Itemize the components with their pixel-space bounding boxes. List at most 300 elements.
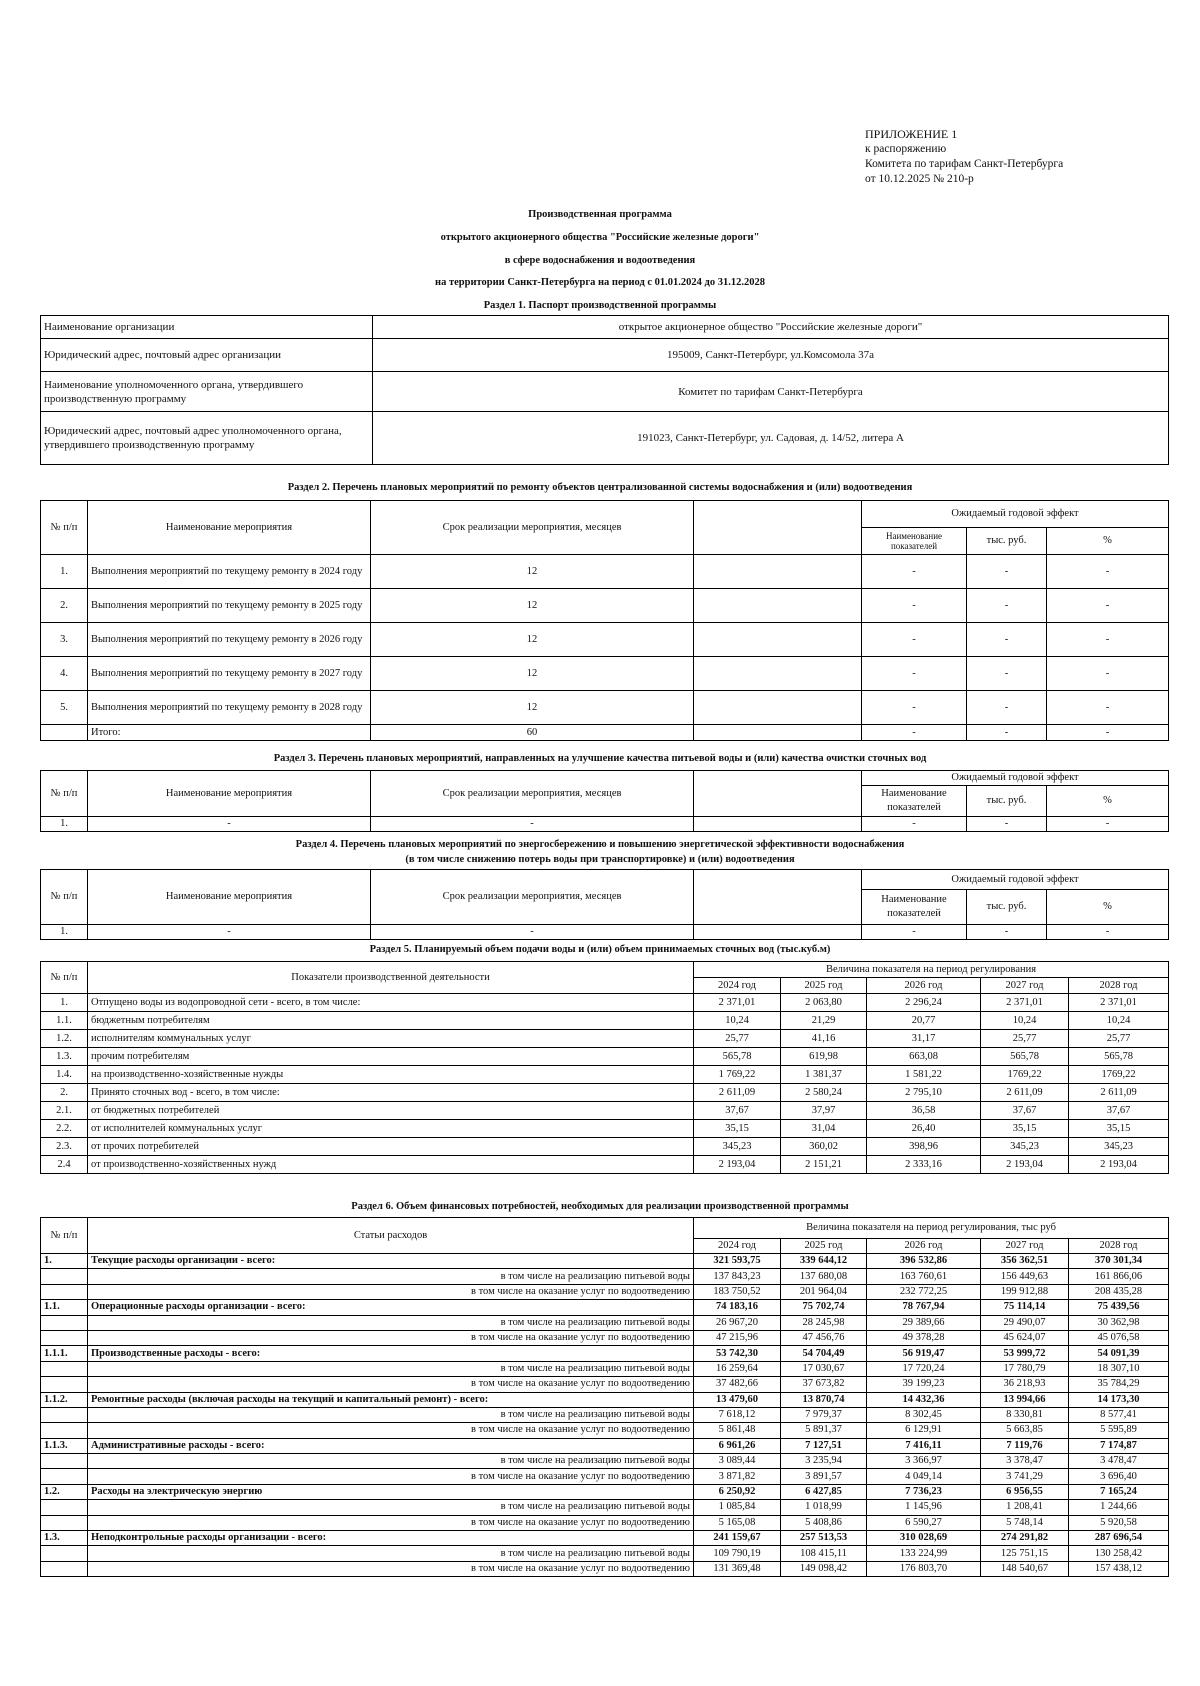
row-num: 1.2. <box>41 1030 88 1048</box>
doc-title-line: в сфере водоснабжения и водоотведения <box>504 255 696 266</box>
row-value: 125 751,15 <box>981 1546 1069 1561</box>
row-rub: - <box>967 555 1047 589</box>
row-value: 53 742,30 <box>694 1346 781 1361</box>
table-row <box>41 1469 1169 1484</box>
row-value: 6 956,55 <box>981 1484 1069 1499</box>
row-value: 10,24 <box>981 1012 1069 1030</box>
row-value: 3 378,47 <box>981 1454 1069 1469</box>
empty-cell <box>694 691 862 725</box>
row-value: 7 127,51 <box>781 1438 867 1453</box>
row-value: 6 961,26 <box>694 1438 781 1453</box>
row-name: в том числе на оказание услуг по водоотведению <box>88 1515 694 1530</box>
row-value: 17 030,67 <box>781 1361 867 1376</box>
row-name: бюджетным потребителям <box>88 1012 694 1030</box>
row-value: 137 843,23 <box>694 1269 781 1284</box>
row-name: Административные расходы - всего: <box>88 1438 694 1453</box>
row-value: 35,15 <box>981 1120 1069 1138</box>
passport-row <box>41 372 1169 412</box>
row-num <box>41 1561 88 1576</box>
row-value: 26 967,20 <box>694 1315 781 1330</box>
row-value: 5 891,37 <box>781 1423 867 1438</box>
table-row <box>41 1454 1169 1469</box>
year-header: 2025 год <box>781 978 867 994</box>
row-num <box>41 1454 88 1469</box>
row-value: 232 772,25 <box>867 1284 981 1299</box>
row-num: 1. <box>41 925 88 940</box>
row-value: 25,77 <box>1069 1030 1169 1048</box>
col-rub-header: тыс. руб. <box>967 528 1047 555</box>
year-header: 2028 год <box>1069 978 1169 994</box>
row-name: в том числе на реализацию питьевой воды <box>88 1315 694 1330</box>
row-value: 157 438,12 <box>1069 1561 1169 1576</box>
row-name: Производственные расходы - всего: <box>88 1346 694 1361</box>
row-value: 2 371,01 <box>1069 994 1169 1012</box>
row-value: 35,15 <box>694 1120 781 1138</box>
row-num: 1.1.2. <box>41 1392 88 1407</box>
empty-cell <box>41 725 88 741</box>
table-row <box>41 1392 1169 1407</box>
finance-table-body <box>41 1254 1169 1577</box>
row-value: 4 049,14 <box>867 1469 981 1484</box>
year-header: 2026 год <box>867 978 981 994</box>
row-name: в том числе на оказание услуг по водоотведению <box>88 1330 694 1345</box>
row-value: 3 696,40 <box>1069 1469 1169 1484</box>
row-value: 3 891,57 <box>781 1469 867 1484</box>
row-value: 47 215,96 <box>694 1330 781 1345</box>
row-value: 7 174,87 <box>1069 1438 1169 1453</box>
col-pct-header: % <box>1047 528 1169 555</box>
appendix-line: к распоряжению <box>865 143 947 155</box>
total-indicator: - <box>862 725 967 741</box>
row-term: 12 <box>371 623 694 657</box>
col-pct-header: % <box>1047 786 1169 817</box>
row-value: 183 750,52 <box>694 1284 781 1299</box>
table-row <box>41 1254 1169 1269</box>
table-row <box>41 1546 1169 1561</box>
row-value: 18 307,10 <box>1069 1361 1169 1376</box>
table-row <box>41 1484 1169 1499</box>
col-term-header: Срок реализации мероприятия, месяцев <box>371 870 694 925</box>
row-value: 131 369,48 <box>694 1561 781 1576</box>
year-header: 2025 год <box>781 1239 867 1254</box>
table-row <box>41 1531 1169 1546</box>
row-num: 1.4. <box>41 1066 88 1084</box>
table-row <box>41 1284 1169 1299</box>
passport-value: открытое акционерное общество "Российские железные дороги" <box>373 316 1169 339</box>
row-value: 8 577,41 <box>1069 1407 1169 1422</box>
row-value: 8 302,45 <box>867 1407 981 1422</box>
row-name: от прочих потребителей <box>88 1138 694 1156</box>
row-name: Ремонтные расходы (включая расходы на текущий и капитальный ремонт) - всего: <box>88 1392 694 1407</box>
row-value: 5 408,86 <box>781 1515 867 1530</box>
table-row <box>41 1500 1169 1515</box>
table-row <box>41 1346 1169 1361</box>
passport-label: Наименование уполномоченного органа, утвердившего производственную программу <box>41 372 373 412</box>
empty-cell <box>694 589 862 623</box>
row-value: 339 644,12 <box>781 1254 867 1269</box>
row-value: 30 362,98 <box>1069 1315 1169 1330</box>
row-value: 398,96 <box>867 1138 981 1156</box>
passport-label: Юридический адрес, почтовый адрес уполномоченного органа, утвердившего производственную программу <box>41 412 373 465</box>
empty-cell <box>694 623 862 657</box>
row-value: 5 663,85 <box>981 1423 1069 1438</box>
row-value: 1769,22 <box>981 1066 1069 1084</box>
row-num <box>41 1423 88 1438</box>
row-value: 163 760,61 <box>867 1269 981 1284</box>
row-value: 75 114,14 <box>981 1300 1069 1315</box>
row-value: 2 151,21 <box>781 1156 867 1174</box>
row-num: 1. <box>41 555 88 589</box>
row-value: 14 432,36 <box>867 1392 981 1407</box>
doc-title: Производственная программа <box>528 209 672 220</box>
row-value: 37,67 <box>694 1102 781 1120</box>
row-name: Выполнения мероприятий по текущему ремонту в 2028 году <box>88 691 371 725</box>
row-value: 75 702,74 <box>781 1300 867 1315</box>
row-num: 5. <box>41 691 88 725</box>
row-value: 1 145,96 <box>867 1500 981 1515</box>
row-value: 14 173,30 <box>1069 1392 1169 1407</box>
col-name-header: Показатели производственной деятельности <box>88 962 694 994</box>
row-value: 10,24 <box>694 1012 781 1030</box>
row-value: 78 767,94 <box>867 1300 981 1315</box>
row-rub: - <box>967 589 1047 623</box>
row-num: 2.3. <box>41 1138 88 1156</box>
section2-title: Раздел 2. Перечень плановых мероприятий по ремонту объектов централизованной системы водоснабжения и (или) водоотведения <box>287 482 913 493</box>
header-row <box>41 870 1169 890</box>
col-pct-header: % <box>1047 890 1169 925</box>
empty-cell <box>694 555 862 589</box>
total-pct: - <box>1047 725 1169 741</box>
appendix-line: Комитета по тарифам Санкт-Петербурга <box>865 158 1064 170</box>
row-value: 31,17 <box>867 1030 981 1048</box>
row-value: 7 979,37 <box>781 1407 867 1422</box>
row-value: 28 245,98 <box>781 1315 867 1330</box>
col-num-header: № п/п <box>41 501 88 555</box>
row-value: 8 330,81 <box>981 1407 1069 1422</box>
row-value: 16 259,64 <box>694 1361 781 1376</box>
passport-table <box>40 315 1169 465</box>
row-value: 287 696,54 <box>1069 1531 1169 1546</box>
row-value: 321 593,75 <box>694 1254 781 1269</box>
row-value: 5 920,58 <box>1069 1515 1169 1530</box>
row-value: 396 532,86 <box>867 1254 981 1269</box>
row-value: 2 611,09 <box>694 1084 781 1102</box>
passport-row <box>41 339 1169 372</box>
row-value: 2 795,10 <box>867 1084 981 1102</box>
total-row <box>41 725 1169 741</box>
year-header: 2026 год <box>867 1239 981 1254</box>
passport-label: Наименование организации <box>41 316 373 339</box>
row-value: 41,16 <box>781 1030 867 1048</box>
empty-cell <box>694 725 862 741</box>
table-row <box>41 1407 1169 1422</box>
row-value: 565,78 <box>981 1048 1069 1066</box>
row-value: 2 580,24 <box>781 1084 867 1102</box>
row-pct: - <box>1047 623 1169 657</box>
row-value: 56 919,47 <box>867 1346 981 1361</box>
year-header: 2028 год <box>1069 1239 1169 1254</box>
row-name: от производственно-хозяйственных нужд <box>88 1156 694 1174</box>
passport-value: 195009, Санкт-Петербург, ул.Комсомола 37а <box>373 339 1169 372</box>
row-value: 36 218,93 <box>981 1377 1069 1392</box>
row-value: 133 224,99 <box>867 1546 981 1561</box>
row-pct: - <box>1047 925 1169 940</box>
table-row <box>41 1361 1169 1376</box>
row-name: прочим потребителям <box>88 1048 694 1066</box>
row-value: 35 784,29 <box>1069 1377 1169 1392</box>
row-value: 345,23 <box>981 1138 1069 1156</box>
row-num <box>41 1407 88 1422</box>
row-indicator: - <box>862 691 967 725</box>
row-value: 345,23 <box>1069 1138 1169 1156</box>
table-row <box>41 623 1169 657</box>
row-value: 25,77 <box>694 1030 781 1048</box>
row-value: 37 673,82 <box>781 1377 867 1392</box>
total-label: Итого: <box>88 725 371 741</box>
row-name: - <box>88 817 371 832</box>
row-value: 3 235,94 <box>781 1454 867 1469</box>
row-value: 1 581,22 <box>867 1066 981 1084</box>
passport-label: Юридический адрес, почтовый адрес организации <box>41 339 373 372</box>
appendix-block <box>865 127 1063 187</box>
header-row <box>41 771 1169 786</box>
row-name: исполнителям коммунальных услуг <box>88 1030 694 1048</box>
row-value: 149 098,42 <box>781 1561 867 1576</box>
row-indicator: - <box>862 817 967 832</box>
energy-measures-table <box>40 869 1169 940</box>
section1-title: Раздел 1. Паспорт производственной программы <box>483 300 717 311</box>
row-name: Выполнения мероприятий по текущему ремонту в 2027 году <box>88 657 371 691</box>
row-value: 7 736,23 <box>867 1484 981 1499</box>
col-rub-header: тыс. руб. <box>967 890 1047 925</box>
row-value: 130 258,42 <box>1069 1546 1169 1561</box>
row-value: 208 435,28 <box>1069 1284 1169 1299</box>
row-value: 1769,22 <box>1069 1066 1169 1084</box>
year-header: 2024 год <box>694 978 781 994</box>
row-value: 257 513,53 <box>781 1531 867 1546</box>
row-name: - <box>88 925 371 940</box>
row-indicator: - <box>862 589 967 623</box>
table-row <box>41 1084 1169 1102</box>
row-num: 1.3. <box>41 1048 88 1066</box>
passport-value: 191023, Санкт-Петербург, ул. Садовая, д. 14/52, литера А <box>373 412 1169 465</box>
table-row <box>41 691 1169 725</box>
table-row <box>41 1066 1169 1084</box>
row-name: в том числе на реализацию питьевой воды <box>88 1407 694 1422</box>
row-value: 74 183,16 <box>694 1300 781 1315</box>
table-row <box>41 1330 1169 1345</box>
row-value: 13 870,74 <box>781 1392 867 1407</box>
row-value: 3 089,44 <box>694 1454 781 1469</box>
row-value: 26,40 <box>867 1120 981 1138</box>
header-row <box>41 962 1169 978</box>
row-value: 3 478,47 <box>1069 1454 1169 1469</box>
row-value: 37 482,66 <box>694 1377 781 1392</box>
table-row <box>41 1300 1169 1315</box>
row-value: 21,29 <box>781 1012 867 1030</box>
row-num <box>41 1546 88 1561</box>
row-name: в том числе на реализацию питьевой воды <box>88 1361 694 1376</box>
appendix-line: ПРИЛОЖЕНИЕ 1 <box>865 127 958 141</box>
row-name: Расходы на электрическую энергию <box>88 1484 694 1499</box>
row-value: 6 250,92 <box>694 1484 781 1499</box>
row-value: 5 595,89 <box>1069 1423 1169 1438</box>
table-row <box>41 1030 1169 1048</box>
row-num: 2.1. <box>41 1102 88 1120</box>
row-value: 10,24 <box>1069 1012 1169 1030</box>
row-term: - <box>371 925 694 940</box>
row-term: 12 <box>371 589 694 623</box>
row-value: 5 748,14 <box>981 1515 1069 1530</box>
volume-table-body <box>41 994 1169 1174</box>
row-num: 1.1.3. <box>41 1438 88 1453</box>
row-value: 356 362,51 <box>981 1254 1069 1269</box>
empty-cell <box>694 925 862 940</box>
row-num: 1. <box>41 817 88 832</box>
year-header: 2024 год <box>694 1239 781 1254</box>
row-value: 2 371,01 <box>694 994 781 1012</box>
header-row <box>41 1218 1169 1239</box>
row-pct: - <box>1047 589 1169 623</box>
row-num: 1. <box>41 1254 88 1269</box>
col-rub-header: тыс. руб. <box>967 786 1047 817</box>
table-row <box>41 1120 1169 1138</box>
col-indicator-header: Наименование показателей <box>862 786 967 817</box>
row-num: 1.1.1. <box>41 1346 88 1361</box>
quality-measures-table <box>40 770 1169 832</box>
col-name-header: Наименование мероприятия <box>88 501 371 555</box>
row-value: 7 119,76 <box>981 1438 1069 1453</box>
row-num <box>41 1269 88 1284</box>
row-value: 53 999,72 <box>981 1346 1069 1361</box>
row-value: 1 085,84 <box>694 1500 781 1515</box>
row-value: 7 165,24 <box>1069 1484 1169 1499</box>
row-num: 2. <box>41 1084 88 1102</box>
row-value: 37,67 <box>981 1102 1069 1120</box>
row-rub: - <box>967 691 1047 725</box>
row-name: Выполнения мероприятий по текущему ремонту в 2025 году <box>88 589 371 623</box>
row-value: 2 611,09 <box>1069 1084 1169 1102</box>
col-indicator-header: Наименование показателей <box>862 528 967 555</box>
col-period-header: Величина показателя на период регулирования <box>694 962 1169 978</box>
row-value: 2 333,16 <box>867 1156 981 1174</box>
row-num: 2. <box>41 589 88 623</box>
row-indicator: - <box>862 555 967 589</box>
empty-cell <box>694 817 862 832</box>
header-row <box>41 501 1169 528</box>
col-term-header: Срок реализации мероприятия, месяцев <box>371 771 694 817</box>
col-effect-header: Ожидаемый годовой эффект <box>862 501 1169 528</box>
row-value: 29 490,07 <box>981 1315 1069 1330</box>
row-term: - <box>371 817 694 832</box>
passport-row <box>41 316 1169 339</box>
volume-table <box>40 961 1169 1174</box>
table-row <box>41 1102 1169 1120</box>
table-row <box>41 1269 1169 1284</box>
row-name: Текущие расходы организации - всего: <box>88 1254 694 1269</box>
total-rub: - <box>967 725 1047 741</box>
row-num: 1.2. <box>41 1484 88 1499</box>
row-value: 310 028,69 <box>867 1531 981 1546</box>
row-value: 2 193,04 <box>1069 1156 1169 1174</box>
row-num: 1.1. <box>41 1012 88 1030</box>
row-value: 137 680,08 <box>781 1269 867 1284</box>
row-num <box>41 1315 88 1330</box>
table-row <box>41 1561 1169 1576</box>
row-value: 5 861,48 <box>694 1423 781 1438</box>
row-value: 2 371,01 <box>981 994 1069 1012</box>
table-row <box>41 1423 1169 1438</box>
row-value: 36,58 <box>867 1102 981 1120</box>
empty-cell <box>694 870 862 925</box>
row-value: 1 244,66 <box>1069 1500 1169 1515</box>
row-value: 37,67 <box>1069 1102 1169 1120</box>
row-value: 17 780,79 <box>981 1361 1069 1376</box>
row-name: Выполнения мероприятий по текущему ремонту в 2024 году <box>88 555 371 589</box>
row-value: 5 165,08 <box>694 1515 781 1530</box>
row-pct: - <box>1047 817 1169 832</box>
row-name: на производственно-хозяйственные нужды <box>88 1066 694 1084</box>
row-value: 45 624,07 <box>981 1330 1069 1345</box>
row-value: 3 871,82 <box>694 1469 781 1484</box>
table-row <box>41 1156 1169 1174</box>
col-indicator-header: Наименование показателей <box>862 890 967 925</box>
row-term: 12 <box>371 555 694 589</box>
row-name: в том числе на оказание услуг по водоотведению <box>88 1284 694 1299</box>
row-num <box>41 1330 88 1345</box>
row-value: 17 720,24 <box>867 1361 981 1376</box>
section3-title: Раздел 3. Перечень плановых мероприятий, направленных на улучшение качества питьевой воды и (или) качества очистки сточных вод <box>273 753 927 764</box>
row-name: Операционные расходы организации - всего: <box>88 1300 694 1315</box>
row-name: в том числе на реализацию питьевой воды <box>88 1546 694 1561</box>
row-pct: - <box>1047 691 1169 725</box>
table-row <box>41 1315 1169 1330</box>
row-value: 75 439,56 <box>1069 1300 1169 1315</box>
row-value: 37,97 <box>781 1102 867 1120</box>
col-period-header: Величина показателя на период регулирования, тыс руб <box>694 1218 1169 1239</box>
table-row <box>41 1377 1169 1392</box>
row-num <box>41 1361 88 1376</box>
row-num: 1. <box>41 994 88 1012</box>
row-num <box>41 1284 88 1299</box>
row-value: 20,77 <box>867 1012 981 1030</box>
col-num-header: № п/п <box>41 1218 88 1254</box>
finance-table <box>40 1217 1169 1577</box>
row-value: 1 381,37 <box>781 1066 867 1084</box>
row-rub: - <box>967 817 1047 832</box>
row-value: 108 415,11 <box>781 1546 867 1561</box>
row-value: 49 378,28 <box>867 1330 981 1345</box>
row-value: 6 129,91 <box>867 1423 981 1438</box>
passport-value: Комитет по тарифам Санкт-Петербурга <box>373 372 1169 412</box>
table-row <box>41 1138 1169 1156</box>
row-rub: - <box>967 657 1047 691</box>
doc-title-line: на территории Санкт-Петербурга на период с 01.01.2024 до 31.12.2028 <box>435 277 765 288</box>
section4-title: Раздел 4. Перечень плановых мероприятий по энергосбережению и повышению энергетической эффективности водоснабжения <box>295 839 905 850</box>
row-value: 2 296,24 <box>867 994 981 1012</box>
row-value: 29 389,66 <box>867 1315 981 1330</box>
row-pct: - <box>1047 657 1169 691</box>
row-name: Неподконтрольные расходы организации - всего: <box>88 1531 694 1546</box>
row-term: 12 <box>371 691 694 725</box>
row-value: 565,78 <box>694 1048 781 1066</box>
row-value: 6 427,85 <box>781 1484 867 1499</box>
empty-cell <box>694 657 862 691</box>
row-value: 45 076,58 <box>1069 1330 1169 1345</box>
row-name: в том числе на реализацию питьевой воды <box>88 1454 694 1469</box>
row-value: 35,15 <box>1069 1120 1169 1138</box>
row-value: 161 866,06 <box>1069 1269 1169 1284</box>
